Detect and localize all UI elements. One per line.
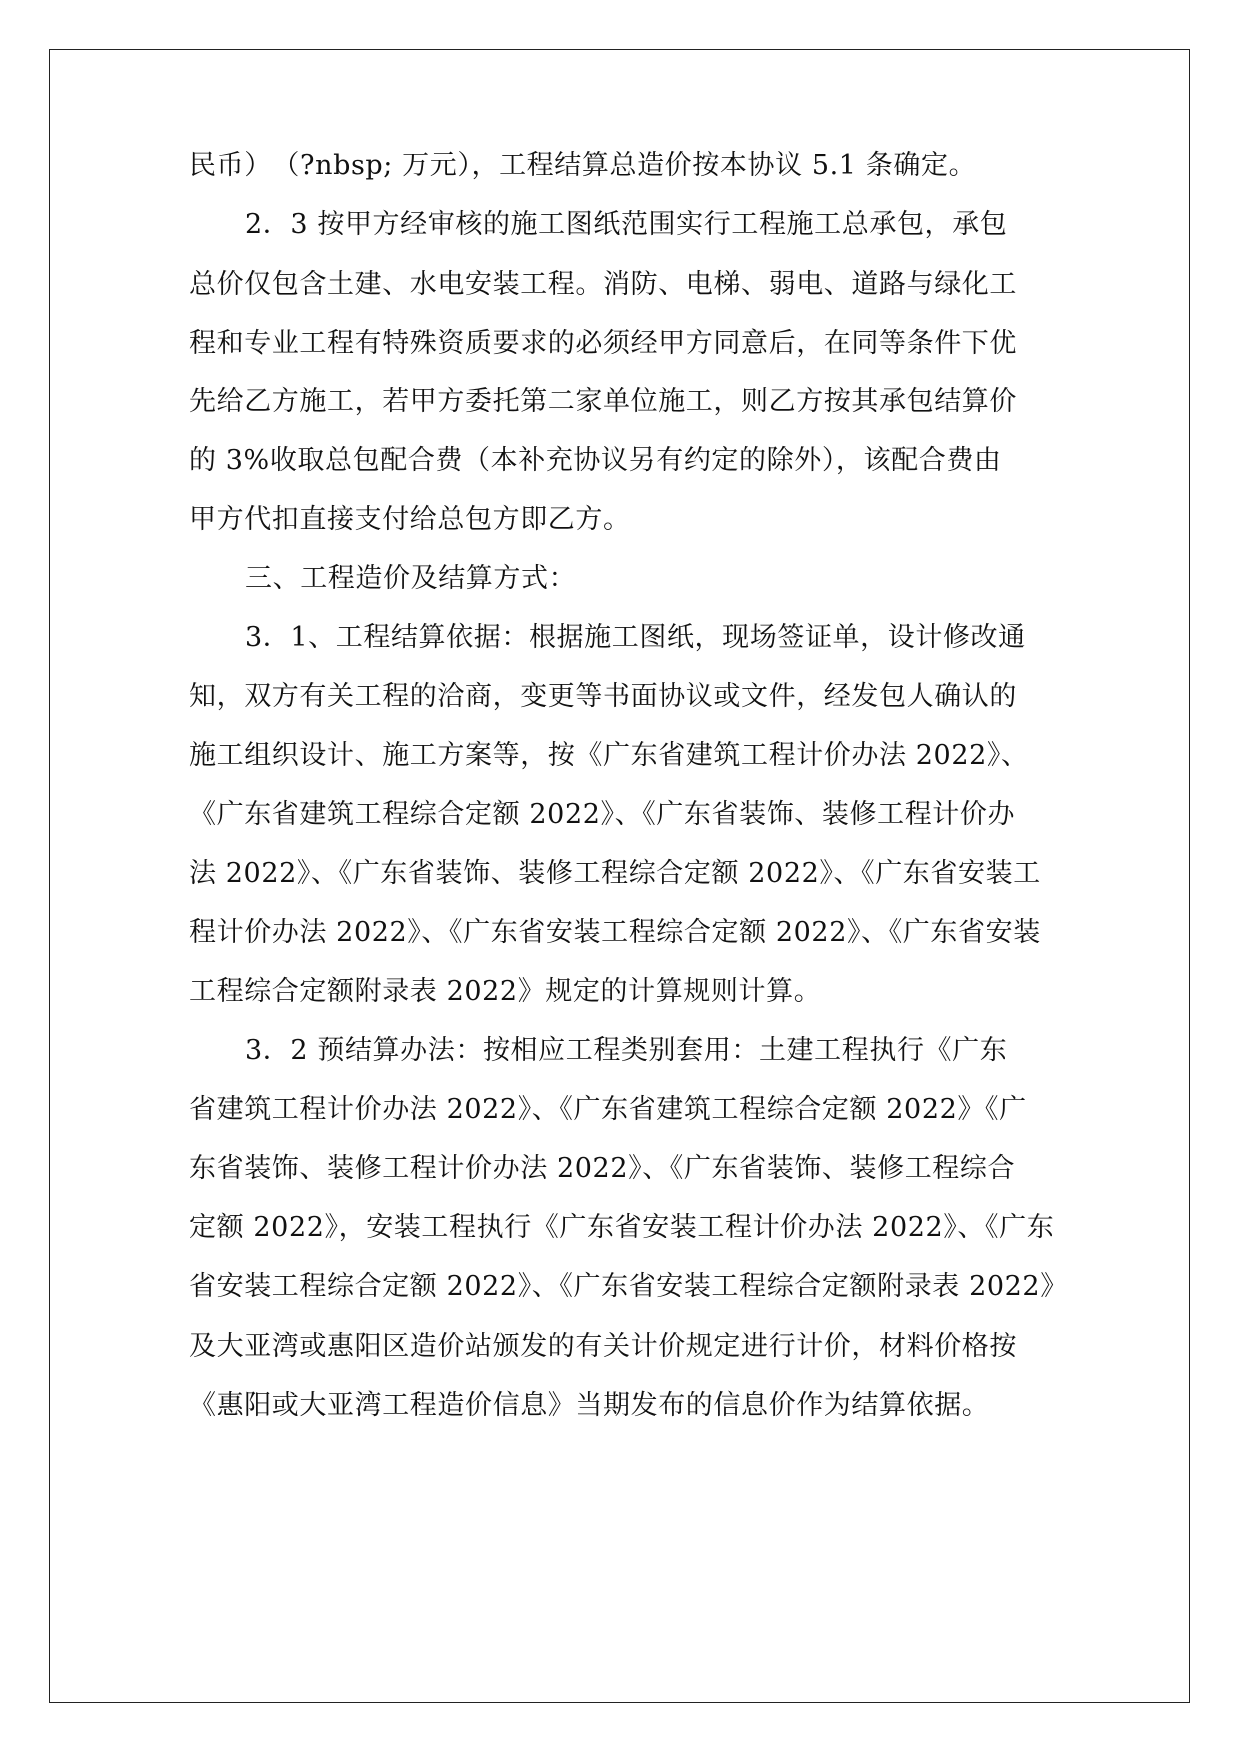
text-line-19: 定额 2022》，安装工程执行《广东省安装工程计价办法 2022》、《广东 [189,1212,1055,1243]
text-line-22: 《惠阳或大亚湾工程造价信息》当期发布的信息价作为结算依据。 [189,1390,990,1421]
text-line-21: 及大亚湾或惠阳区造价站颁发的有关计价规定进行计价，材料价格按 [189,1331,1017,1362]
text-line-6: 的 3%收取总包配合费（本补充协议另有约定的除外），该配合费由 [189,445,1002,476]
text-line-2: 2．3 按甲方经审核的施工图纸范围实行工程施工总承包，承包 [245,209,1008,240]
text-line-13: 法 2022》、《广东省装饰、装修工程综合定额 2022》、《广东省安装工 [189,858,1041,889]
text-line-3: 总价仅包含土建、水电安装工程。消防、电梯、弱电、道路与绿化工 [189,269,1017,300]
text-line-15: 工程综合定额附录表 2022》规定的计算规则计算。 [189,976,822,1007]
text-line-1: 民币） （?nbsp; 万元），工程结算总造价按本协议 5.1 条确定。 [189,150,977,181]
text-line-4: 程和专业工程有特殊资质要求的必须经甲方同意后，在同等条件下优 [189,328,1017,359]
text-line-17: 省建筑工程计价办法 2022》、《广东省建筑工程综合定额 2022》《广 [189,1094,1027,1125]
text-line-18: 东省装饰、装修工程计价办法 2022》、《广东省装饰、装修工程综合 [189,1153,1016,1184]
section-heading-3: 三、工程造价及结算方式： [245,563,577,594]
text-line-11: 施工组织设计、施工方案等，按《广东省建筑工程计价办法 2022》、 [189,740,1029,771]
text-line-7: 甲方代扣直接支付给总包方即乙方。 [189,504,631,535]
text-line-10: 知，双方有关工程的洽商，变更等书面协议或文件，经发包人确认的 [189,681,1017,712]
text-line-14: 程计价办法 2022》、《广东省安装工程综合定额 2022》、《广东省安装 [189,917,1041,948]
text-line-20: 省安装工程综合定额 2022》、《广东省安装工程综合定额附录表 2022》 [189,1271,1068,1302]
text-line-5: 先给乙方施工，若甲方委托第二家单位施工，则乙方按其承包结算价 [189,386,1017,417]
text-line-16: 3．2 预结算办法：按相应工程类别套用：土建工程执行《广东 [245,1035,1008,1066]
text-line-12: 《广东省建筑工程综合定额 2022》、《广东省装饰、装修工程计价办 [189,799,1016,830]
text-line-9: 3．1、工程结算依据：根据施工图纸，现场签证单，设计修改通 [245,622,1026,653]
